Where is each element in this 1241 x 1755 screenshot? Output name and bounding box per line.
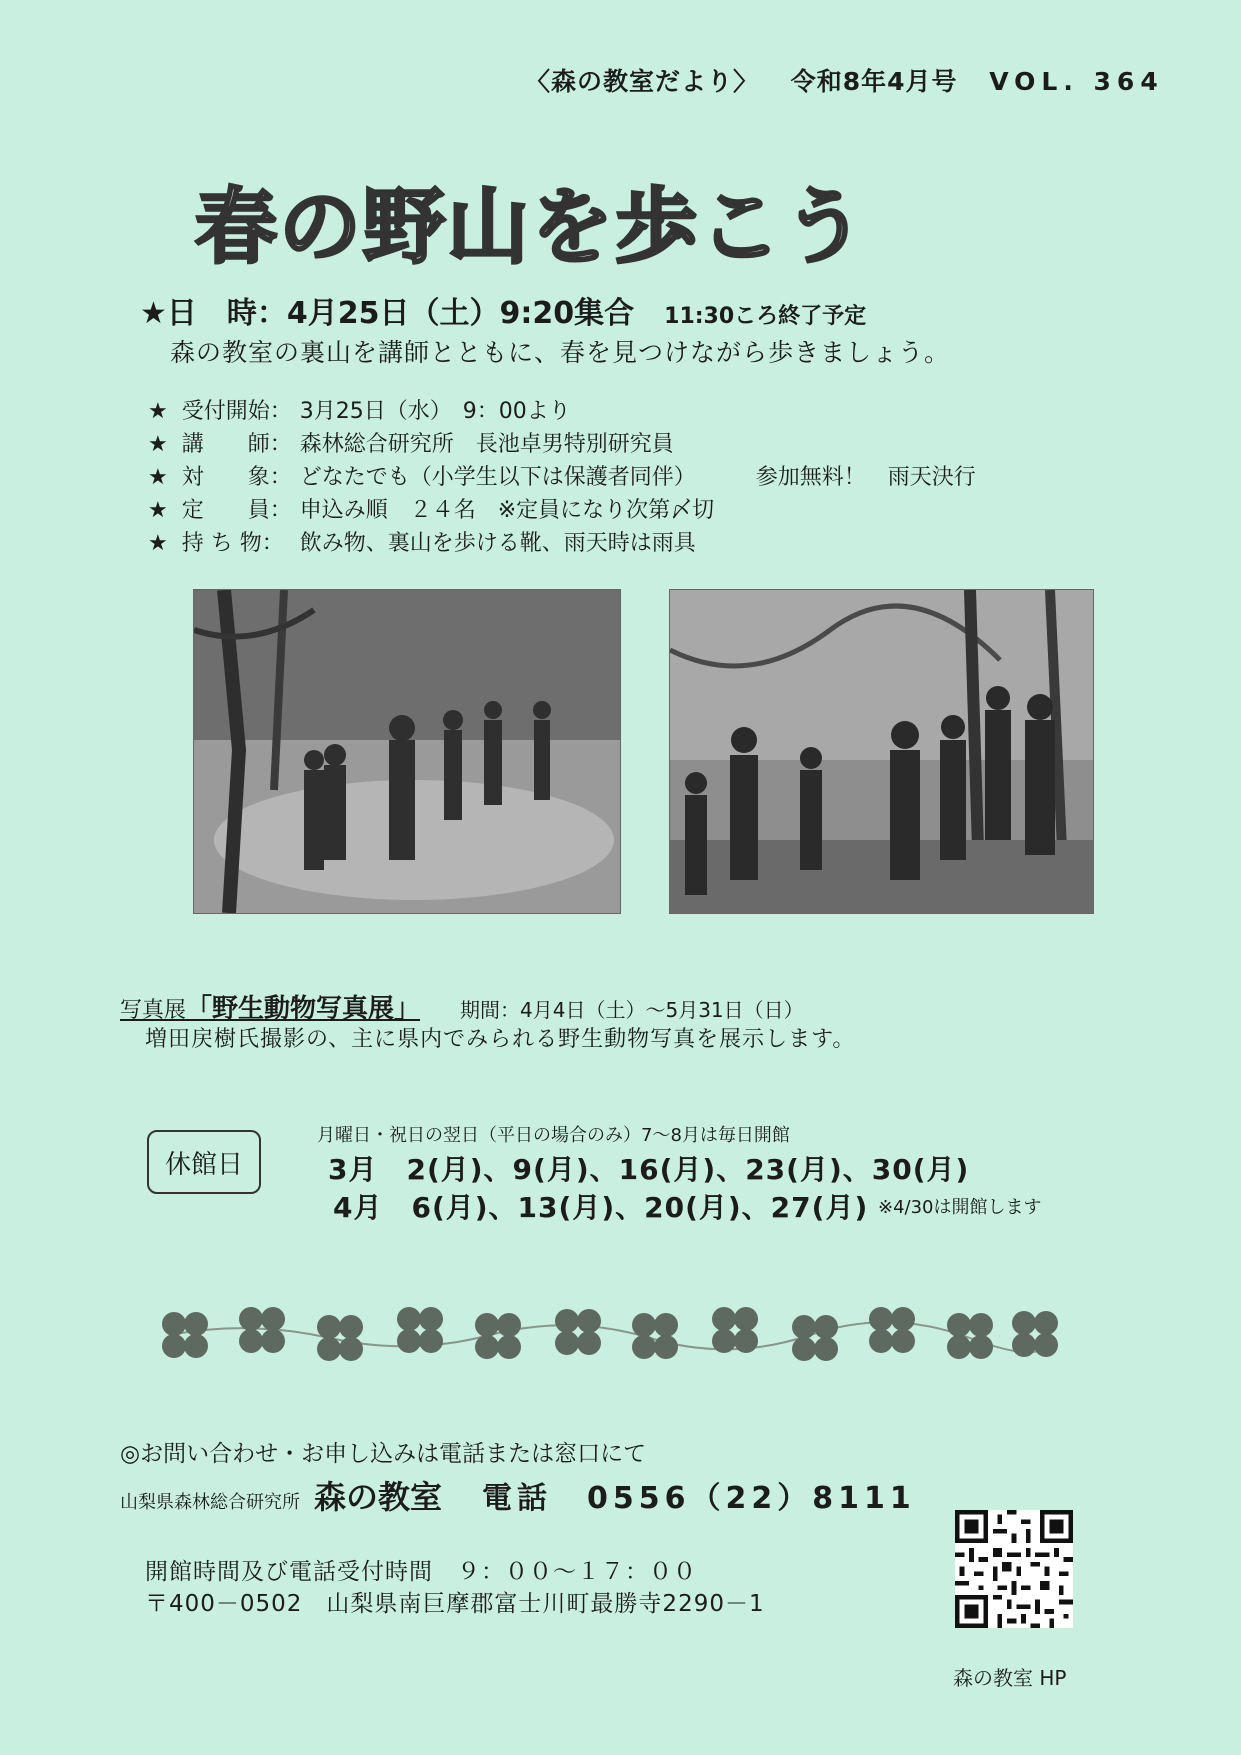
exhibition-period: 期間：4月4日（土）～5月31日（日）	[460, 998, 804, 1022]
closed-days-april: 4月 6(月)、13(月)、20(月)、27(月)	[333, 1191, 869, 1224]
qr-label: 森の教室 HP	[953, 1666, 1067, 1690]
exhibition-heading	[120, 988, 804, 1025]
star-icon: ★	[148, 531, 168, 556]
exhibition-title: 「野生動物写真展」	[186, 994, 421, 1024]
detail-row-items	[148, 527, 976, 560]
detail-key: 持 ち 物：	[181, 531, 284, 556]
detail-value: 森林総合研究所 長池卓男特別研究員	[299, 432, 674, 457]
clover-icon	[632, 1313, 678, 1359]
detail-value: 飲み物、裏山を歩ける靴、雨天時は雨具	[299, 531, 696, 556]
detail-row-target	[148, 461, 976, 494]
contact-organization: 山梨県森林総合研究所	[120, 1492, 300, 1513]
detail-value: 3月25日（水） 9：00より	[299, 399, 571, 424]
clover-icon	[869, 1307, 915, 1353]
qr-code-icon[interactable]	[955, 1510, 1073, 1628]
photo-group-observing	[669, 589, 1094, 914]
detail-key: 定 員：	[181, 498, 292, 523]
detail-row-lecturer	[148, 428, 976, 461]
detail-value: どなたでも（小学生以下は保護者同伴）	[299, 465, 696, 490]
photo-group-walking	[193, 589, 621, 914]
event-title: 春の野山を歩こう	[195, 180, 868, 275]
volume-number: VOL. 364	[989, 67, 1164, 96]
clover-icon	[317, 1315, 363, 1361]
closed-days-note: 月曜日・祝日の翌日（平日の場合のみ）7～8月は毎日開館	[317, 1125, 790, 1146]
exhibition-label: 写真展	[120, 998, 187, 1023]
detail-key: 受付開始：	[181, 399, 292, 424]
star-icon: ★	[148, 498, 168, 523]
issue-date: 令和8年4月号	[790, 67, 958, 96]
opening-hours: 開館時間及び電話受付時間 ９：００～１７：００	[145, 1559, 697, 1585]
star-icon: ★	[148, 465, 168, 490]
clover-icon	[712, 1307, 758, 1353]
clover-icon	[162, 1312, 208, 1358]
contact-name: 森の教室	[314, 1478, 443, 1516]
contact-phone: 電話 0556（22）8111	[482, 1481, 916, 1516]
star-icon: ★	[148, 432, 168, 457]
detail-row-capacity	[148, 494, 976, 527]
clover-decoration	[150, 1300, 1060, 1374]
closed-days-april-note: ※4/30は開館します	[878, 1197, 1042, 1218]
clover-icon	[947, 1313, 993, 1359]
contact-line	[120, 1472, 916, 1518]
clover-icon	[555, 1309, 601, 1355]
detail-row-reception	[148, 395, 976, 428]
closed-days-label: 休館日	[147, 1130, 261, 1194]
newsletter-name: 〈森の教室だより〉	[525, 67, 760, 96]
event-end-note: 11:30ころ終了予定	[664, 304, 867, 329]
event-details	[148, 395, 976, 560]
postal-address: 〒400－0502 山梨県南巨摩郡富士川町最勝寺2290－1	[145, 1591, 765, 1617]
closed-days-march: 3月 2(月)、9(月)、16(月)、23(月)、30(月)	[328, 1153, 970, 1186]
exhibition-description: 増田戻樹氏撮影の、主に県内でみられる野生動物写真を展示します。	[145, 1027, 856, 1052]
event-intro: 森の教室の裏山を講師とともに、春を見つけながら歩きましょう。	[170, 338, 951, 367]
detail-value: 申込み順 ２４名 ※定員になり次第〆切	[299, 498, 715, 523]
event-datetime-main: ★日 時：4月25日（土）9:20集合	[140, 296, 635, 331]
inquiry-text: ◎お問い合わせ・お申し込みは電話または窓口にて	[120, 1441, 647, 1467]
newsletter-header	[525, 62, 1186, 98]
detail-extra: 参加無料！ 雨天決行	[755, 465, 976, 490]
detail-key: 対 象：	[181, 465, 292, 490]
detail-key: 講 師：	[181, 432, 292, 457]
clover-icon	[1012, 1311, 1058, 1357]
event-datetime	[140, 288, 866, 332]
star-icon: ★	[148, 399, 168, 424]
